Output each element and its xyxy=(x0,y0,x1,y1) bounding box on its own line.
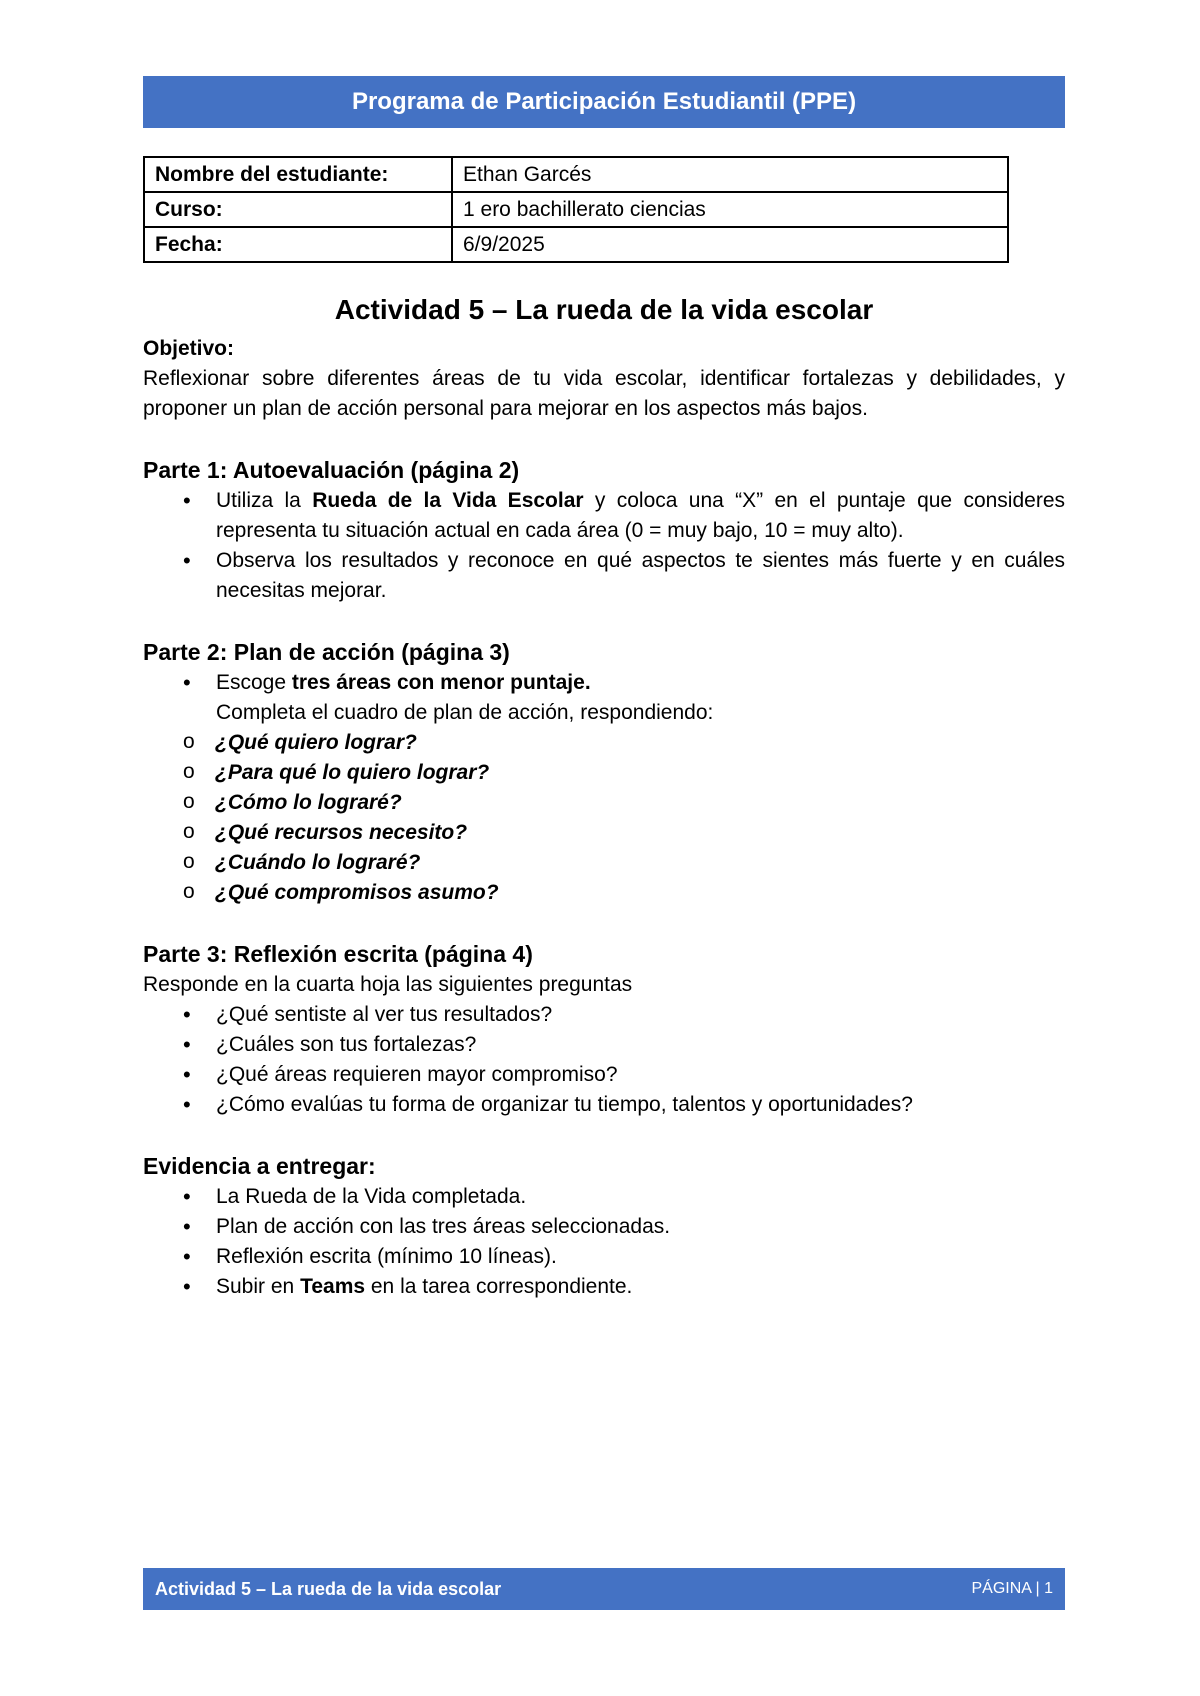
question-item: o ¿Cómo lo lograré? xyxy=(143,788,1065,818)
list-item: • Observa los resultados y reconoce en qué aspectos te sientes más fuerte y en cuáles necesitas mejorar. xyxy=(143,546,1065,606)
table-row xyxy=(144,227,1008,262)
item-text: Utiliza la xyxy=(216,489,313,512)
item-bold-text: Teams xyxy=(300,1275,366,1298)
item-text: Subir en xyxy=(216,1275,301,1298)
evidence-list xyxy=(143,1182,1065,1302)
list-item: • Reflexión escrita (mínimo 10 líneas). xyxy=(143,1242,1065,1272)
table-row xyxy=(144,192,1008,227)
list-item: • ¿Qué sentiste al ver tus resultados? xyxy=(143,1000,1065,1030)
list-item xyxy=(143,486,1065,546)
part1-heading: Parte 1: Autoevaluación (página 2) xyxy=(143,457,520,483)
document-body xyxy=(143,334,1065,1302)
part3-list xyxy=(143,1000,1065,1120)
student-name-label: Nombre del estudiante: xyxy=(144,157,452,192)
part3-intro: Responde en la cuarta hoja las siguientes preguntas xyxy=(143,973,633,996)
course-label: Curso: xyxy=(144,192,452,227)
part2-list xyxy=(143,668,1065,728)
header-title: Programa de Participación Estudiantil (PPE) xyxy=(351,88,857,115)
student-info-table xyxy=(143,156,1009,263)
item-bold-text: Rueda de la Vida Escolar xyxy=(312,489,584,512)
evidence-heading: Evidencia a entregar: xyxy=(143,1153,376,1179)
part2-heading: Parte 2: Plan de acción (página 3) xyxy=(143,639,510,665)
header-banner xyxy=(143,76,1065,128)
question-item: o ¿Para qué lo quiero lograr? xyxy=(143,758,1065,788)
page-number: PÁGINA | 1 xyxy=(971,1580,1053,1597)
document-title: Actividad 5 – La rueda de la vida escolar xyxy=(334,294,874,325)
student-name-value: Ethan Garcés xyxy=(452,157,1008,192)
table-row xyxy=(144,157,1008,192)
list-item: • Plan de acción con las tres áreas seleccionadas. xyxy=(143,1212,1065,1242)
item-text: en la tarea correspondiente. xyxy=(365,1275,633,1298)
footer-title: Actividad 5 – La rueda de la vida escolar xyxy=(155,1578,502,1599)
list-item xyxy=(143,668,1065,728)
question-item: o ¿Cuándo lo lograré? xyxy=(143,848,1065,878)
question-item: o ¿Qué compromisos asumo? xyxy=(143,878,1065,908)
date-value: 6/9/2025 xyxy=(452,227,1008,262)
course-value: 1 ero bachillerato ciencias xyxy=(452,192,1008,227)
list-item: • ¿Cuáles son tus fortalezas? xyxy=(143,1030,1065,1060)
part1-list xyxy=(143,486,1065,606)
list-item: • ¿Qué áreas requieren mayor compromiso? xyxy=(143,1060,1065,1090)
item-text: Escoge xyxy=(216,671,292,694)
part3-heading: Parte 3: Reflexión escrita (página 4) xyxy=(143,941,533,967)
item-text: y coloca una “X” en el puntaje que consideres representa tu situación actual en cada área (0 = muy bajo, 10 = muy alto). xyxy=(216,489,1065,542)
objective-label: Objetivo: xyxy=(143,337,235,360)
question-item: o ¿Qué recursos necesito? xyxy=(143,818,1065,848)
list-item: • La Rueda de la Vida completada. xyxy=(143,1182,1065,1212)
item-bold-text: tres áreas con menor puntaje. xyxy=(291,671,591,694)
part2-subtext: Completa el cuadro de plan de acción, respondiendo: xyxy=(216,701,714,724)
list-item xyxy=(143,1272,1065,1302)
objective-text: Reflexionar sobre diferentes áreas de tu vida escolar, identificar fortalezas y debilidades, y proponer un plan de acción personal para mejorar en los aspectos más bajos. xyxy=(143,367,1065,420)
footer-banner xyxy=(143,1568,1065,1610)
part2-questions xyxy=(143,728,1065,908)
date-label: Fecha: xyxy=(144,227,452,262)
list-item: • ¿Cómo evalúas tu forma de organizar tu tiempo, talentos y oportunidades? xyxy=(143,1090,1065,1120)
question-item: o ¿Qué quiero lograr? xyxy=(143,728,1065,758)
